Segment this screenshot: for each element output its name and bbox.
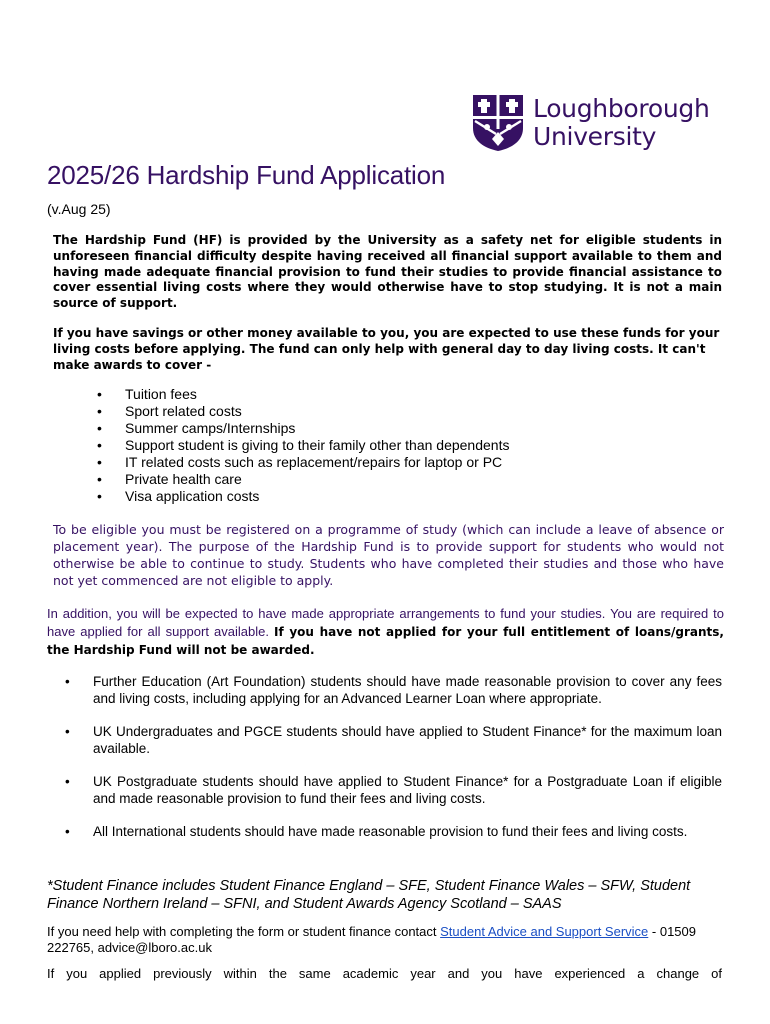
list-item: • Private health care: [97, 471, 509, 488]
intro-paragraph: The Hardship Fund (HF) is provided by the University as a safety net for eligible students in unforeseen financial difficulty despite having received all financial support available to them and having made adequate financial provision to fund their studies to provide financial assistance to cover essential living costs where they would otherwise have to stop studying. It is not a main source of support.: [53, 233, 722, 311]
university-logo: [472, 94, 710, 152]
list-item: • Support student is giving to their family other than dependents: [97, 437, 509, 454]
list-item: • Tuition fees: [97, 386, 509, 403]
requirements-list: [65, 673, 722, 856]
logo-line-2: University: [533, 122, 657, 151]
student-advice-link[interactable]: Student Advice and Support Service: [440, 924, 649, 939]
help-contact: - 01509 222765, advice@lboro.ac.uk: [47, 924, 696, 955]
student-finance-footnote: *Student Finance includes Student Finance England – SFE, Student Finance Wales – SFW, Student Finance Northern Ireland – SFNI, and Student Awards Agency Scotland – SAAS: [47, 878, 691, 912]
list-item: • UK Postgraduate students should have applied to Student Finance* for a Postgraduate Loan if eligible and made reasonable provision to fund their fees and living costs.: [65, 773, 722, 807]
list-item: • UK Undergraduates and PGCE students should have applied to Student Finance* for the maximum loan available.: [65, 723, 722, 757]
previous-application-paragraph: If you applied previously within the same academic year and you have experienced a change of: [47, 966, 722, 981]
eligibility-paragraph: To be eligible you must be registered on a programme of study (which can include a leave of absence or placement year). The purpose of the Hardship Fund is to provide support for students who would not otherwise be able to continue to study. Students who have completed their studies and those who have not yet commenced are not eligible to apply.: [53, 522, 724, 588]
arrangements-paragraph: [47, 605, 724, 660]
help-paragraph: [47, 924, 727, 956]
list-item: • Further Education (Art Foundation) students should have made reasonable provision to cover any fees and living costs, including applying for an Advanced Learner Loan where appropriate.: [65, 673, 722, 707]
list-item: • Summer camps/Internships: [97, 420, 509, 437]
exclusions-list: [97, 386, 509, 505]
university-crest-icon: [472, 94, 524, 152]
list-item: • All International students should have made reasonable provision to fund their fees and living costs.: [65, 823, 722, 840]
list-item: • Visa application costs: [97, 488, 509, 505]
list-item: • Sport related costs: [97, 403, 509, 420]
arrangements-text: In addition, you will be expected to have made appropriate arrangements to fund your studies. You are required to have applied for all support available.: [47, 606, 724, 639]
logo-line-1: Loughborough: [533, 94, 710, 123]
list-item: • IT related costs such as replacement/repairs for laptop or PC: [97, 454, 509, 471]
arrangements-warning: If you have not applied for your full entitlement of loans/grants, the Hardship Fund will not be awarded.: [47, 624, 724, 657]
help-text: If you need help with completing the form or student finance contact: [47, 924, 437, 939]
version-label: (v.Aug 25): [47, 201, 111, 217]
document-title: 2025/26 Hardship Fund Application: [47, 160, 446, 190]
savings-paragraph: If you have savings or other money available to you, you are expected to use these funds for your living costs before applying. The fund can only help with general day to day living costs. It can't make awards to cover -: [53, 326, 720, 372]
